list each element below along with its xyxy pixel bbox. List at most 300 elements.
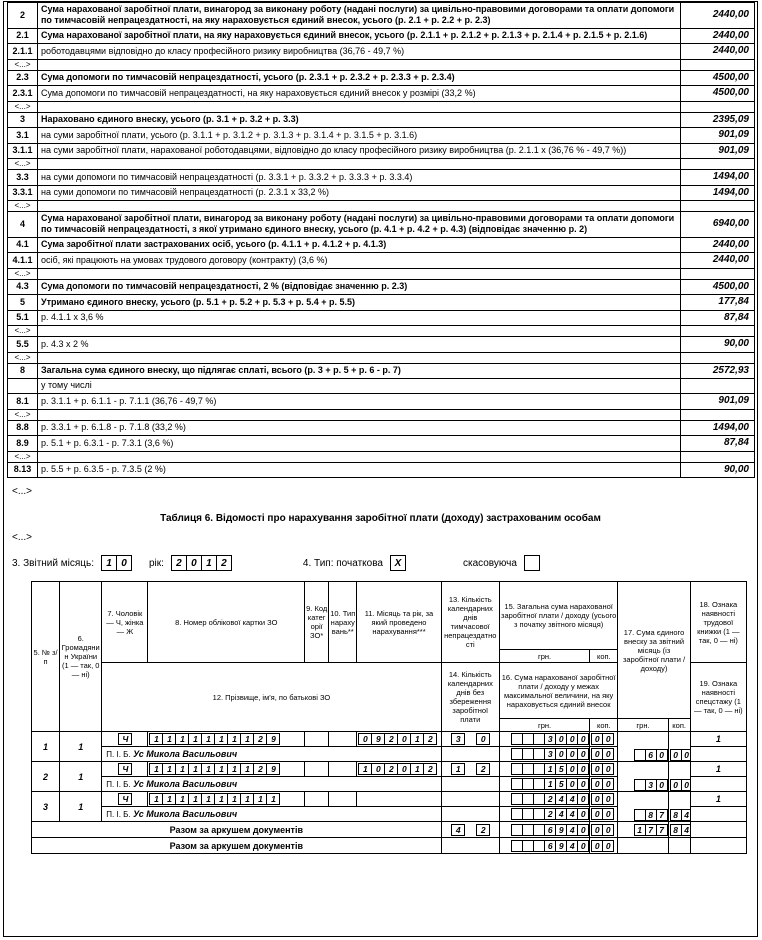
person-name [102, 807, 441, 822]
type-initial-checkbox: X [390, 555, 406, 571]
digit-box: 1 [201, 763, 215, 775]
year-digit-box: 1 [201, 555, 217, 571]
digit-boxes [670, 779, 691, 791]
digit-box: 1 [253, 793, 267, 805]
digit-box: 1 [149, 733, 163, 745]
t1-row-value [681, 101, 755, 112]
t1-row-value: 901,09 [681, 143, 755, 159]
digit-box: 3 [544, 733, 556, 745]
digit-box: 1 [240, 763, 254, 775]
totals-contrib-hrn [618, 822, 668, 838]
digit-box: 0 [566, 763, 578, 775]
person-total-hrn [499, 762, 589, 777]
t1-row-number: <...> [8, 409, 38, 420]
t1-row-description: р. 3.1.1 + р. 6.1.1 - р. 7.1.1 (36,76 - 49,7 %) [38, 394, 681, 410]
digit-boxes [591, 840, 613, 852]
t1-row-value: 4500,00 [681, 86, 755, 102]
digit-box: 0 [566, 733, 578, 745]
pib-label: П. І. Б. [106, 750, 131, 759]
t1-ellipsis-row [8, 326, 755, 337]
person-accrual-type [329, 792, 357, 807]
digit-box: 0 [555, 733, 567, 745]
month-digit-box: 0 [116, 555, 132, 571]
t1-row-description: р. 3.3.1 + р. 6.1.8 - р. 7.1.8 (33,2 %) [38, 420, 681, 436]
digit-box: 1 [162, 793, 176, 805]
person-total-kop [590, 792, 618, 807]
th-spec-record: 19. Ознака наявності спецстажу (1 — так, 0 — ні) [690, 663, 746, 732]
digit-box: 0 [591, 824, 603, 836]
year-digit-box: 0 [186, 555, 202, 571]
t1-row-value: 1494,00 [681, 170, 755, 186]
t1-row [8, 86, 755, 102]
t1-row-description [38, 352, 681, 363]
t1-row-value: 2440,00 [681, 3, 755, 29]
digit-box: 0 [555, 748, 567, 760]
digit-boxes [511, 793, 588, 805]
t1-row-value: 901,09 [681, 394, 755, 410]
digit-box: 1 [214, 763, 228, 775]
th-total-sum: 15. Загальна сума нарахованої заробітної плати / доходу (усього з початку звітного місяця) [499, 582, 618, 650]
digit-box: 8 [645, 809, 657, 821]
digit-box: 1 [451, 763, 465, 775]
digit-box: 1 [544, 763, 556, 775]
digit-box: 4 [555, 808, 567, 820]
digit-boxes [591, 793, 613, 805]
t1-row [8, 337, 755, 353]
person-contrib-kop [668, 732, 690, 762]
digit-boxes [118, 763, 131, 775]
t1-row [8, 363, 755, 379]
t1-row-number: 5 [8, 295, 38, 311]
digit-box: 7 [656, 824, 668, 836]
th-category-code: 9. Код категорії ЗО* [305, 582, 329, 663]
digit-box: Ч [118, 733, 132, 745]
t1-row-number: 2.1 [8, 28, 38, 44]
ellipsis-marker: <...> [12, 486, 33, 497]
digit-box: 0 [602, 793, 614, 805]
person-total-kop [590, 732, 618, 747]
t1-row-number: <...> [8, 159, 38, 170]
t1-row-value: 2395,09 [681, 112, 755, 128]
t1-row-number: 8.8 [8, 420, 38, 436]
person-contrib-hrn [618, 762, 668, 792]
table1-summary [7, 2, 755, 478]
t1-row-number: 3 [8, 112, 38, 128]
totals-days [441, 822, 499, 838]
digit-box: 8 [670, 824, 682, 836]
digit-box: 1 [227, 793, 241, 805]
digit-box: 0 [591, 840, 603, 852]
t1-row-value: 90,00 [681, 462, 755, 478]
t1-row-number: <...> [8, 451, 38, 462]
t1-row [8, 28, 755, 44]
digit-box: 0 [602, 748, 614, 760]
digit-boxes [634, 779, 667, 791]
digit-box: 1 [188, 793, 202, 805]
year-digit-box: 2 [216, 555, 232, 571]
t1-row-description: роботодавцями відповідно до класу професійного ризику виробництва (36,76 - 49,7 %) [38, 44, 681, 60]
digit-box: 0 [577, 793, 589, 805]
digit-box: 0 [591, 733, 603, 745]
digit-box: 0 [566, 778, 578, 790]
t1-row-description: на суми допомоги по тимчасовій непрацездатності (р. 3.3.1 + р. 3.3.2 + р. 3.3.3 + р. 3.3.4) [38, 170, 681, 186]
t1-row [8, 44, 755, 60]
digit-box: 0 [602, 733, 614, 745]
digit-box: 6 [645, 749, 657, 761]
form-page [3, 1, 758, 937]
t1-row-value [681, 59, 755, 70]
table6-title: Таблиця 6. Відомості про нарахування заробітної плати (доходу) застрахованим особам [160, 513, 601, 524]
person-total-hrn [499, 792, 589, 807]
t1-row-value: 90,00 [681, 337, 755, 353]
t1-row [8, 3, 755, 29]
t1-row [8, 185, 755, 201]
digit-box: 1 [201, 793, 215, 805]
t1-row-description: на суми заробітної плати, нарахованої роботодавцями, відповідно до класу професійного ризику виробництва (р. 2.1.1 х (36,76 % - 49,7 %)) [38, 143, 681, 159]
th-sex: 7. Чоловік — Ч, жінка — Ж [102, 582, 148, 663]
person-month-year [357, 762, 441, 777]
person-nopay-cell [441, 777, 499, 792]
t1-row [8, 128, 755, 144]
t1-row-description: Сума нарахованої заробітної плати, винагород за виконану роботу (надані послуги) за цивільно-правовими договорами та оплати допомоги по тимчасовій непрацездатності, на яку нараховується єдиний внесок, усього (р. 2.1 + р. 2.2 + р. 2.3) [38, 3, 681, 29]
person-total-kop [590, 762, 618, 777]
th-labor-book: 18. Ознака наявності трудової книжки (1 — так, 0 — ні) [690, 582, 746, 663]
t1-row-value [681, 451, 755, 462]
t1-row [8, 394, 755, 410]
digit-box: 0 [577, 840, 589, 852]
person-month-year [357, 732, 441, 747]
t1-row [8, 295, 755, 311]
digit-boxes [634, 824, 667, 836]
pib-label: П. І. Б. [106, 780, 131, 789]
digit-box: 0 [670, 779, 682, 791]
t1-ellipsis-row [8, 101, 755, 112]
t1-row-number: 2.1.1 [8, 44, 38, 60]
digit-box: 9 [266, 763, 280, 775]
t1-row-value [681, 352, 755, 363]
t1-ellipsis-row [8, 59, 755, 70]
t1-row-value: 1494,00 [681, 185, 755, 201]
digit-box: 4 [555, 793, 567, 805]
digit-box: 4 [566, 793, 578, 805]
digit-box: 0 [656, 779, 668, 791]
t1-row-description: Сума нарахованої заробітної плати, винагород за виконану роботу (надані послуги) за цивільно-правовими договорами та оплати допомоги по тимчасовій непрацездатності, з якої утримано єдиного внеску, усього (р. 4.1 + р. 4.2 + р. 4.3) (відповідає значенню р. 2) [38, 212, 681, 238]
totals-sum-hrn [499, 838, 589, 854]
digit-boxes [451, 733, 464, 745]
t1-row-number: 3.1.1 [8, 143, 38, 159]
t1-row-description [38, 159, 681, 170]
t1-row-value [681, 201, 755, 212]
digit-box: 4 [566, 840, 578, 852]
th-person-name: 12. Прізвище, ім'я, по батькові ЗО [102, 663, 441, 732]
th-citizen: 6. Громадянин України (1 — так, 0 — ні) [60, 582, 102, 732]
digit-box: 4 [681, 824, 691, 836]
digit-box: 0 [681, 749, 691, 761]
person-contrib-kop [668, 762, 690, 792]
person-days [441, 762, 499, 777]
digit-boxes [591, 808, 613, 820]
totals-days [441, 838, 499, 854]
th-kop-label: коп. [590, 719, 618, 732]
t1-row-value: 4500,00 [681, 279, 755, 295]
person-number: 1 [32, 732, 60, 762]
th-row-number: 5. № з/п [32, 582, 60, 732]
digit-box: 1 [410, 733, 424, 745]
digit-boxes [476, 763, 489, 775]
t1-ellipsis-row [8, 268, 755, 279]
digit-box: 4 [451, 824, 465, 836]
digit-box: 1 [149, 763, 163, 775]
person-category [305, 732, 329, 747]
digit-box: 0 [397, 763, 411, 775]
digit-boxes [149, 763, 279, 775]
t1-row [8, 143, 755, 159]
person-days [441, 792, 499, 807]
t1-row-value: 87,84 [681, 310, 755, 326]
person-number: 2 [32, 762, 60, 792]
person-sex [102, 732, 148, 747]
digit-box: 6 [544, 824, 556, 836]
person-total-hrn [499, 732, 589, 747]
t1-row-description [38, 326, 681, 337]
person-max-kop [590, 747, 618, 762]
t1-row-description [38, 59, 681, 70]
person-contrib-hrn [618, 792, 668, 822]
person-spec-record [690, 807, 746, 822]
person-max-hrn [499, 747, 589, 762]
digit-box: 0 [577, 808, 589, 820]
t1-row-description: р. 5.5 + р. 6.3.5 - р. 7.3.5 (2 %) [38, 462, 681, 478]
person-nopay-cell [441, 747, 499, 762]
digit-boxes [591, 733, 613, 745]
report-month-value [101, 555, 131, 571]
digit-box: Ч [118, 763, 132, 775]
t1-row-description: Сума нарахованої заробітної плати, на яку нараховується єдиний внесок, усього (р. 2.1.1 + р. 2.1.2 + р. 2.1.3 + р. 2.1.4 + р. 2.1.5 + р. 2.1.6) [38, 28, 681, 44]
t1-row-value: 901,09 [681, 128, 755, 144]
t1-row-number: 2.3.1 [8, 86, 38, 102]
t1-row-number: <...> [8, 326, 38, 337]
t1-ellipsis-row [8, 352, 755, 363]
digit-box: 7 [656, 809, 668, 821]
totals-contrib-kop [668, 822, 690, 838]
t1-row-value: 87,84 [681, 436, 755, 452]
digit-box: 2 [476, 824, 490, 836]
digit-box: 1 [227, 763, 241, 775]
person-name [102, 777, 441, 792]
digit-box: 5 [555, 763, 567, 775]
totals-flag [690, 838, 746, 854]
digit-box: 0 [577, 778, 589, 790]
digit-box: 1 [188, 763, 202, 775]
person-accrual-type [329, 762, 357, 777]
t1-row-number: 8 [8, 363, 38, 379]
digit-box: 1 [227, 733, 241, 745]
digit-boxes [476, 824, 489, 836]
t1-ellipsis-row [8, 451, 755, 462]
t1-row-description [38, 268, 681, 279]
digit-boxes [451, 824, 464, 836]
t1-row-value: 2440,00 [681, 44, 755, 60]
person-name [102, 747, 441, 762]
digit-boxes [591, 763, 613, 775]
t1-row-number: 4.1.1 [8, 253, 38, 269]
digit-box: 0 [577, 824, 589, 836]
person-days [441, 732, 499, 747]
t1-row [8, 170, 755, 186]
digit-box: 3 [544, 748, 556, 760]
person-card-number [148, 732, 305, 747]
t1-row-number: 3.1 [8, 128, 38, 144]
totals-sum-kop [590, 822, 618, 838]
t1-row-number: 4.1 [8, 237, 38, 253]
digit-box: 0 [602, 778, 614, 790]
person-spec-record [690, 747, 746, 762]
t1-row [8, 70, 755, 86]
digit-box: 2 [544, 793, 556, 805]
t1-row-value: 1494,00 [681, 420, 755, 436]
t1-row-number: 5.5 [8, 337, 38, 353]
person-nopay-cell [441, 807, 499, 822]
digit-box: 2 [423, 733, 437, 745]
report-year-value [171, 555, 231, 571]
digit-boxes [511, 840, 588, 852]
digit-box: 0 [577, 748, 589, 760]
digit-boxes [451, 763, 464, 775]
t1-row-number: <...> [8, 352, 38, 363]
person-sex [102, 762, 148, 777]
person-contrib-kop [668, 792, 690, 822]
digit-boxes [358, 763, 436, 775]
t1-row-description: р. 5.1 + р. 6.3.1 - р. 7.3.1 (3,6 %) [38, 436, 681, 452]
t1-row-value: 6940,00 [681, 212, 755, 238]
digit-boxes [634, 809, 667, 821]
person-category [305, 792, 329, 807]
person-fullname: Ус Микола Васильович [130, 779, 238, 789]
totals-sum-hrn [499, 822, 589, 838]
person-fullname: Ус Микола Васильович [130, 749, 238, 759]
report-type-label: 4. Тип: початкова [302, 557, 383, 569]
t1-row-description: у тому числі [38, 379, 681, 394]
digit-box: 1 [240, 793, 254, 805]
digit-box: 3 [645, 779, 657, 791]
digit-box: 0 [591, 763, 603, 775]
t1-row-description: Нараховано єдиного внеску, усього (р. 3.1 + р. 3.2 + р. 3.3) [38, 112, 681, 128]
type-cancel-checkbox [524, 555, 540, 571]
digit-box: 1 [410, 763, 424, 775]
pib-label: П. І. Б. [106, 810, 131, 819]
person-fullname: Ус Микола Васильович [130, 809, 238, 819]
report-month-label: 3. Звітний місяць: [12, 557, 94, 569]
t1-row-number: <...> [8, 201, 38, 212]
t1-row-description [38, 409, 681, 420]
digit-box: 1 [634, 824, 646, 836]
digit-box: 1 [358, 763, 372, 775]
t1-row [8, 112, 755, 128]
digit-box: 0 [602, 840, 614, 852]
year-digit-box: 2 [171, 555, 187, 571]
t1-row-number: 8.9 [8, 436, 38, 452]
digit-boxes [634, 749, 667, 761]
digit-box: 0 [358, 733, 372, 745]
digit-box: 0 [371, 763, 385, 775]
th-accrual-type: 10. Тип нарахувань** [329, 582, 357, 663]
digit-box: 0 [476, 733, 490, 745]
th-contribution: 17. Сума єдиного внеску за звітний місяць (із заробітної плати / доходу) [618, 582, 690, 719]
digit-box: 4 [566, 808, 578, 820]
type-cancel-label: скасовуюча [462, 557, 517, 569]
th-hrn-label: грн. [618, 719, 668, 732]
t1-row-description: на суми допомоги по тимчасовій непрацездатності (р. 2.3.1 х 33,2 %) [38, 185, 681, 201]
digit-box: 2 [384, 733, 398, 745]
person-citizen: 1 [60, 792, 102, 822]
t1-row-description [38, 101, 681, 112]
t1-row-description: осіб, які працюють на умовах трудового договору (контракту) (3,6 %) [38, 253, 681, 269]
person-citizen: 1 [60, 732, 102, 762]
digit-boxes [149, 793, 279, 805]
digit-box: 2 [253, 733, 267, 745]
digit-box: 0 [656, 749, 668, 761]
person-accrual-type [329, 732, 357, 747]
t1-row-number: <...> [8, 101, 38, 112]
digit-boxes [511, 763, 588, 775]
digit-box: 5 [555, 778, 567, 790]
t1-row-number: 5.1 [8, 310, 38, 326]
digit-boxes [118, 733, 131, 745]
person-labor-book: 1 [690, 762, 746, 777]
person-labor-book: 1 [690, 792, 746, 807]
t1-row-description [38, 201, 681, 212]
digit-box: 1 [149, 793, 163, 805]
digit-box: 2 [253, 763, 267, 775]
ellipsis-marker: <...> [12, 532, 33, 543]
th-sick-days: 13. Кількість календарних днів тимчасової непрацездатності [441, 582, 499, 663]
th-max-sum: 16. Сума нарахованої заробітної плати / доходу у межах максимальної величини, на яку нараховується єдиний внесок [499, 663, 618, 719]
person-card-number [148, 762, 305, 777]
person-row-top [32, 792, 747, 807]
digit-box: 2 [423, 763, 437, 775]
digit-box: 1 [188, 733, 202, 745]
year-label: рік: [148, 557, 164, 569]
t1-row-number [8, 379, 38, 394]
person-citizen: 1 [60, 762, 102, 792]
digit-box: 8 [670, 809, 682, 821]
totals-label: Разом за аркушем документів [32, 838, 442, 854]
t1-row-value [681, 268, 755, 279]
digit-boxes [358, 733, 436, 745]
digit-box: 2 [384, 763, 398, 775]
t1-row-number: 8.13 [8, 462, 38, 478]
digit-box: 1 [266, 793, 280, 805]
digit-box: 2 [544, 808, 556, 820]
digit-box: 0 [397, 733, 411, 745]
person-month-year [357, 792, 441, 807]
digit-box: 0 [591, 793, 603, 805]
person-labor-book: 1 [690, 732, 746, 747]
digit-boxes [476, 733, 489, 745]
t1-row-description: Утримано єдиного внеску, усього (р. 5.1 + р. 5.2 + р. 5.3 + р. 5.4 + р. 5.5) [38, 295, 681, 311]
person-number: 3 [32, 792, 60, 822]
t1-row-number: 4 [8, 212, 38, 238]
t1-row [8, 420, 755, 436]
digit-boxes [591, 824, 613, 836]
person-category [305, 762, 329, 777]
t1-row-value: 2440,00 [681, 253, 755, 269]
t1-row-number: <...> [8, 59, 38, 70]
digit-box: 6 [544, 840, 556, 852]
digit-box: 0 [602, 824, 614, 836]
digit-box: 0 [602, 808, 614, 820]
person-row-top [32, 762, 747, 777]
